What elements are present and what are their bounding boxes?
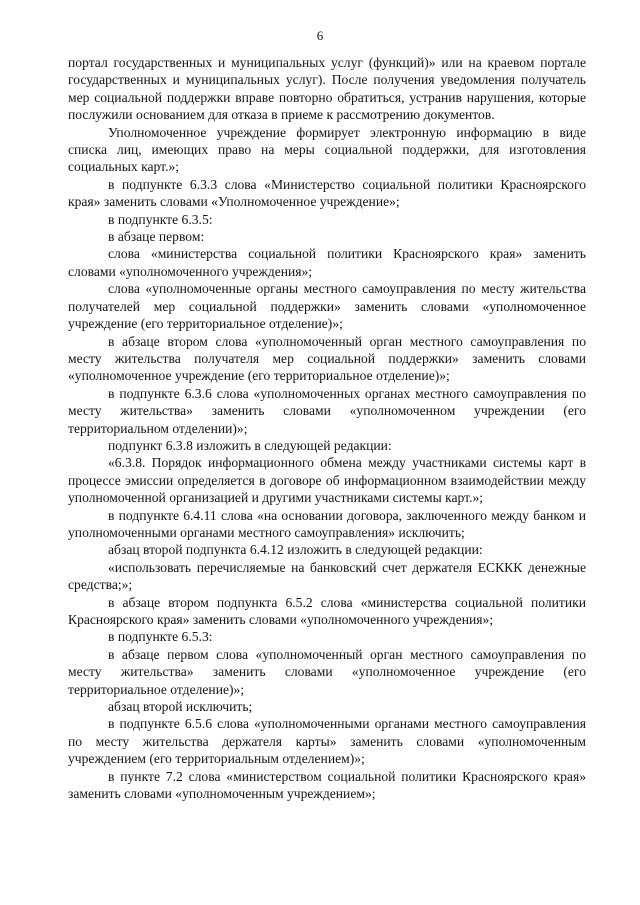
document-body bbox=[68, 54, 586, 802]
paragraph: в подпункте 6.5.6 слова «уполномоченными органами местного самоуправления по месту жительства держателя карты» заменить словами «уполномоченным учреждением (его территориальным отделением)»; bbox=[68, 716, 586, 767]
paragraph: слова «министерства социальной политики Красноярского края» заменить словами «уполномоченного учреждения»; bbox=[68, 246, 586, 279]
paragraph: в абзаце первом слова «уполномоченный орган местного самоуправления по месту жительства» заменить словами «уполномоченное учреждение (его территориальное отделение)»; bbox=[68, 646, 586, 697]
paragraph: слова «уполномоченные органы местного самоуправления по месту жительства получателей мер социальной поддержки» заменить словами «уполномоченное учреждение (его территориальное отделение)»; bbox=[68, 281, 586, 332]
paragraph: подпункт 6.3.8 изложить в следующей редакции: bbox=[108, 437, 392, 453]
paragraph: в абзаце втором слова «уполномоченный орган местного самоуправления по месту жительства получателя мер социальной поддержки» заменить словами «уполномоченное учреждение (его территориальное отделение)»; bbox=[68, 333, 586, 384]
paragraph: в подпункте 6.3.5: bbox=[108, 211, 213, 227]
paragraph: в пункте 7.2 слова «министерством социальной политики Красноярского края» заменить словами «уполномоченным учреждением»; bbox=[68, 768, 586, 802]
paragraph: абзац второй подпункта 6.4.12 изложить в следующей редакции: bbox=[108, 542, 483, 558]
page-number: 6 bbox=[316, 28, 324, 43]
paragraph: в абзаце втором подпункта 6.5.2 слова «министерства социальной политики Красноярского края» заменить словами «уполномоченного учреждения»; bbox=[68, 594, 586, 627]
paragraph: в подпункте 6.3.3 слова «Министерство социальной политики Красноярского края» заменить словами «Уполномоченное учреждение»; bbox=[68, 176, 586, 210]
paragraph: в абзаце первом: bbox=[108, 229, 205, 245]
paragraph: в подпункте 6.3.6 слова «уполномоченных органах местного самоуправления по месту жительства» заменить словами «уполномоченном учреждении (его территориальном отделении)»; bbox=[68, 385, 586, 436]
paragraph: «использовать перечисляемые на банковский счет держателя ЕСККК денежные средства;»; bbox=[68, 559, 586, 593]
paragraph: Уполномоченное учреждение формирует электронную информацию в виде списка лиц, имеющих право на меры социальной поддержки, для изготовления социальных карт.»; bbox=[68, 124, 586, 175]
paragraph: в подпункте 6.5.3: bbox=[108, 629, 213, 645]
paragraph: портал государственных и муниципальных услуг (функций)» или на краевом портале государственных и муниципальных услуг). После получения уведомления получатель мер социальной поддержки вправе повторно обратиться, устранив нарушения, которые послужили основанием для отказа в приеме к рассмотрению документов. bbox=[68, 55, 586, 123]
paragraph: в подпункте 6.4.11 слова «на основании договора, заключенного между банком и уполномоченными органами местного самоуправления» исключить; bbox=[68, 507, 586, 540]
paragraph: абзац второй исключить; bbox=[108, 699, 253, 715]
paragraph: «6.3.8. Порядок информационного обмена между участниками системы карт в процессе эмиссии определяется в договоре об информационном взаимодействии между уполномоченной организацией и другими участниками системы карт.»; bbox=[68, 455, 586, 506]
